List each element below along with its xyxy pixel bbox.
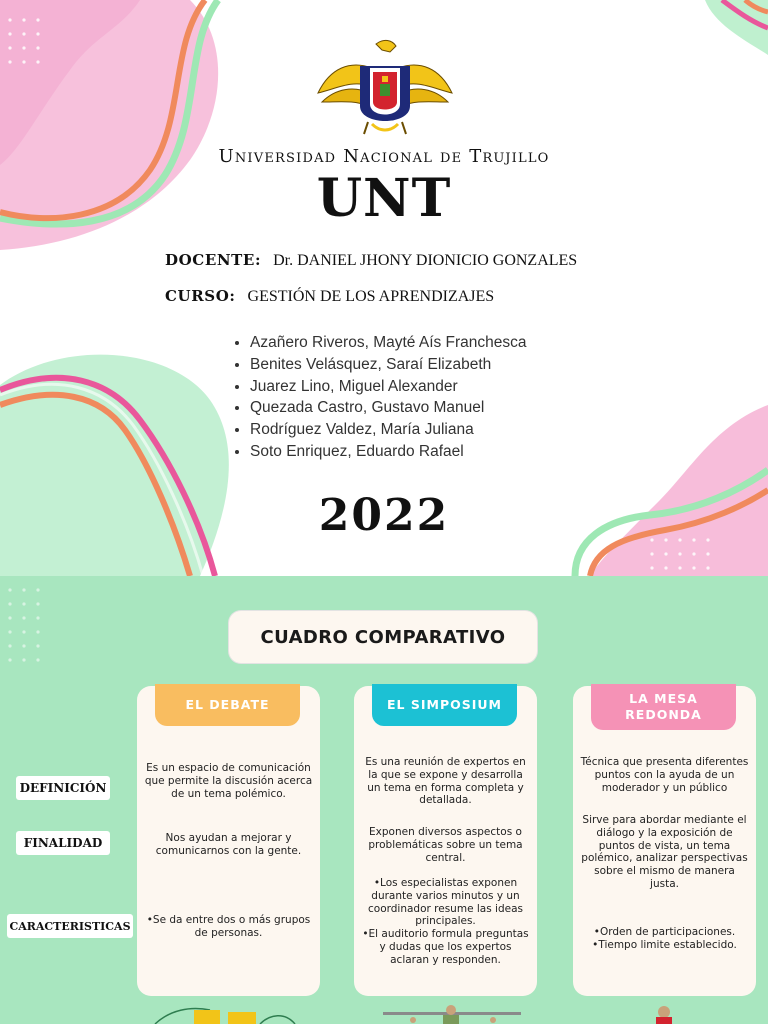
member-item: • Soto Enriquez, Eduardo Rafael [250, 441, 527, 463]
member-item: • Rodríguez Valdez, María Juliana [250, 419, 527, 441]
cell-finalidad: Sirve para abordar mediante el diálogo y la exposición de puntos de vista, un tema polémico, analizar perspectivas sobre el mismo de manera justa. [581, 814, 748, 890]
docente-row [165, 251, 577, 270]
row-label-finalidad: FINALIDAD [16, 831, 110, 855]
row-label-definicion: DEFINICIÓN [16, 776, 110, 800]
curso-label: CURSO: [165, 287, 236, 305]
member-item: • Benites Velásquez, Saraí Elizabeth [250, 354, 527, 376]
roundtable-illustration-icon [650, 1004, 680, 1024]
card-mesa-redonda [573, 686, 756, 996]
cell-caracteristicas: •Los especialistas exponen durante varios minutos y un coordinador resume las ideas principales. •El auditorio formula preguntas y dudas que los expertos aclaran y responden. [362, 877, 529, 966]
people-illustration-icon [150, 1004, 300, 1024]
cell-definicion: Es una reunión de expertos en la que se expone y desarrolla un tema en forma completa y detallada. [365, 756, 526, 807]
cell-caracteristicas: •Orden de participaciones. •Tiempo limite establecido. [592, 926, 737, 951]
curso-row [165, 287, 494, 306]
member-item: • Azañero Riveros, Mayté Aís Franchesca [250, 332, 527, 354]
members-list [232, 332, 527, 463]
comparison-title: CUADRO COMPARATIVO [229, 611, 537, 663]
cell-definicion: Es un espacio de comunicación que permite la discusión acerca de un tema polémico. [144, 762, 313, 800]
docente-name: Dr. DANIEL JHONY DIONICIO GONZALES [273, 252, 578, 269]
comparison-page [0, 576, 768, 1024]
cell-finalidad: Exponen diversos aspectos o problemáticas sobre un tema central. [368, 826, 523, 864]
year: 2022 [318, 490, 450, 541]
row-label-caracteristicas: CARACTERISTICAS [7, 914, 133, 938]
unt-crest-icon [310, 38, 460, 138]
panel-illustration-icon [383, 1004, 523, 1024]
cell-finalidad: Nos ayudan a mejorar y comunicarnos con la gente. [155, 832, 302, 857]
curso-name: GESTIÓN DE LOS APRENDIZAJES [247, 288, 495, 305]
university-acronym: UNT [316, 168, 452, 229]
member-item: • Quezada Castro, Gustavo Manuel [250, 397, 527, 419]
cell-definicion: Técnica que presenta diferentes puntos con la ayuda de un moderador y un público [580, 756, 749, 794]
university-name: Universidad Nacional de Trujillo [218, 146, 550, 167]
member-item: • Juarez Lino, Miguel Alexander [250, 376, 527, 398]
cell-caracteristicas: •Se da entre dos o más grupos de personas. [146, 914, 311, 939]
docente-label: DOCENTE: [165, 251, 262, 269]
card-header: EL DEBATE [155, 684, 300, 726]
card-header: LA MESA REDONDA [591, 684, 736, 730]
card-header: EL SIMPOSIUM [372, 684, 517, 726]
card-debate [137, 686, 320, 996]
card-simposium [354, 686, 537, 996]
